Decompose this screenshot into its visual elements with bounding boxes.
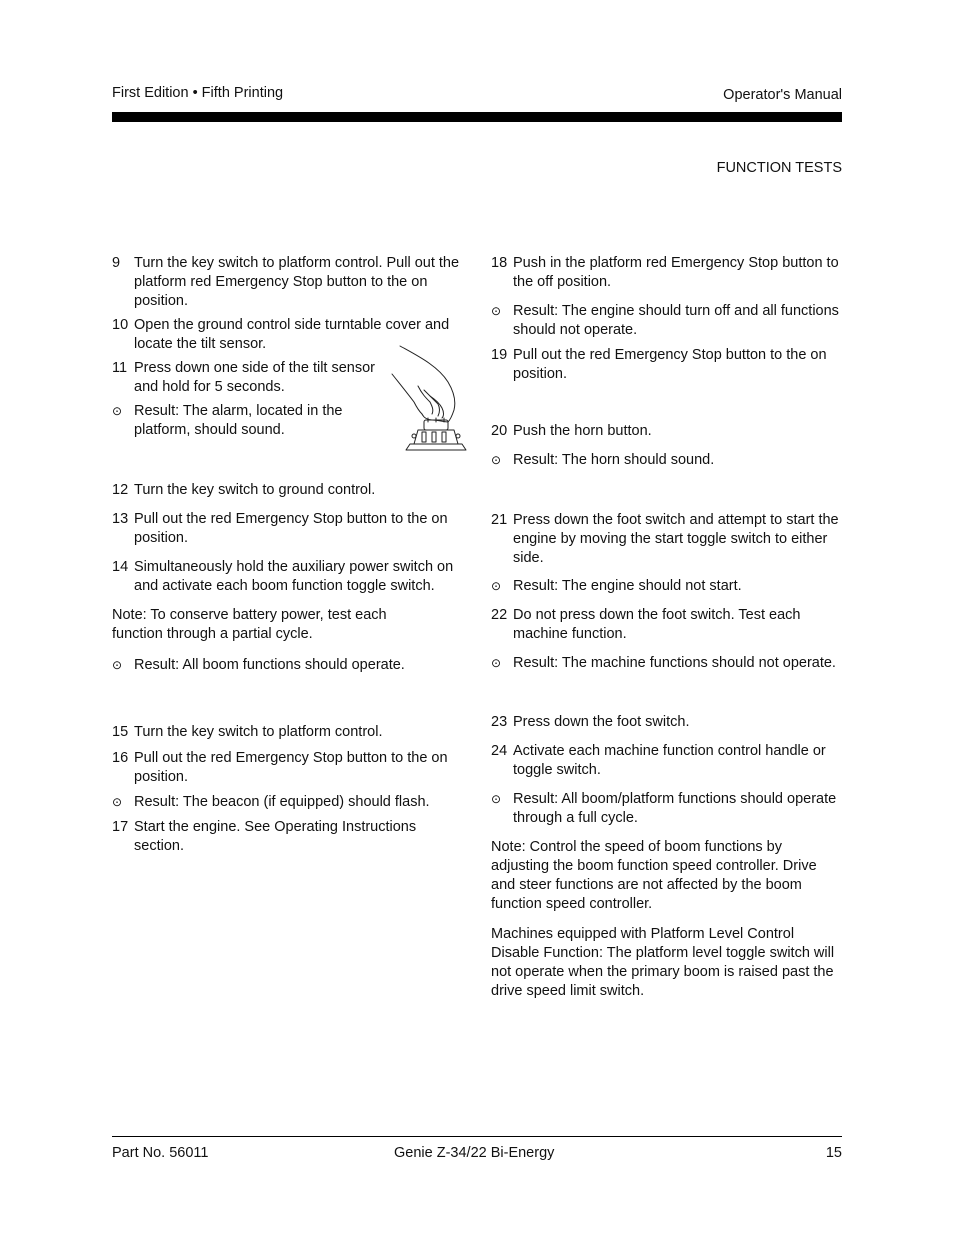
result-14: ⊙ Result: All boom functions should operate. [112,657,405,673]
result-icon: ⊙ [491,453,502,467]
step-20: 20 Push the horn button. [491,423,652,439]
step-23: 23 Press down the foot switch. [491,714,690,730]
result-24: ⊙ Result: All boom/platform functions should operate through a full cycle. [491,791,837,826]
step-19: 19 Pull out the red Emergency Stop button to the on position. [491,347,827,382]
step-9: 9 Turn the key switch to platform control. Pull out the platform red Emergency Stop button to the on position. [112,255,460,309]
header-edition: First Edition • Fifth Printing [112,85,284,101]
result-22: ⊙ Result: The machine functions should not operate. [491,655,836,671]
result-icon: ⊙ [491,304,502,318]
result-11: ⊙ Result: The alarm, located in the platform, should sound. [112,403,343,438]
footer-model: Genie Z-34/22 Bi-Energy [394,1145,555,1161]
page-number: 15 [825,1145,842,1161]
note-partial-cycle: Note: To conserve battery power, test each function through a partial cycle. [112,607,387,642]
right-column [491,254,843,1001]
header-manual-title: Operator's Manual [723,87,842,103]
section-title: FUNCTION TESTS [716,160,842,176]
step-10: 10 Open the ground control side turntable cover and locate the tilt sensor. [112,317,450,352]
step-12: 12 Turn the key switch to ground control. [112,482,376,498]
step-15: 15 Turn the key switch to platform control. [112,724,383,740]
step-24: 24 Activate each machine function control handle or toggle switch. [491,743,826,778]
result-icon: ⊙ [491,579,502,593]
result-20: ⊙ Result: The horn should sound. [491,452,715,468]
step-13: 13 Pull out the red Emergency Stop button to the on position. [112,511,448,546]
tilt-sensor-hand-illustration [388,344,468,456]
footer-rule [112,1136,842,1137]
step-18: 18 Push in the platform red Emergency Stop button to the off position. [491,255,839,290]
step-22: 22 Do not press down the foot switch. Test each machine function. [491,607,801,642]
result-icon: ⊙ [112,658,123,672]
result-21: ⊙ Result: The engine should not start. [491,578,742,594]
step-11: 11 Press down one side of the tilt sensor and hold for 5 seconds. [112,360,375,395]
note-speed-controller: Note: Control the speed of boom functions by adjusting the boom function speed controller. Drive and steer functions are not affected by the boom function speed controller. [491,839,817,912]
result-icon: ⊙ [491,792,502,806]
result-18: ⊙ Result: The engine should turn off and all functions should not operate. [491,303,839,338]
note-platform-level-control: Machines equipped with Platform Level Control Disable Function: The platform level toggle switch will not operate when the primary boom is raised past the drive speed limit switch. [491,926,835,999]
step-16: 16 Pull out the red Emergency Stop button to the on position. [112,750,448,785]
result-icon: ⊙ [491,656,502,670]
result-icon: ⊙ [112,795,123,809]
result-16: ⊙ Result: The beacon (if equipped) should flash. [112,794,430,810]
result-icon: ⊙ [112,404,123,418]
header-rule [112,112,842,122]
step-14: 14 Simultaneously hold the auxiliary power switch on and activate each boom function toggle switch. [112,559,454,594]
footer-part-number: Part No. 56011 [112,1145,209,1161]
step-17: 17 Start the engine. See Operating Instructions section. [112,819,417,854]
step-21: 21 Press down the foot switch and attempt to start the engine by moving the start toggle switch to either side. [491,512,839,566]
